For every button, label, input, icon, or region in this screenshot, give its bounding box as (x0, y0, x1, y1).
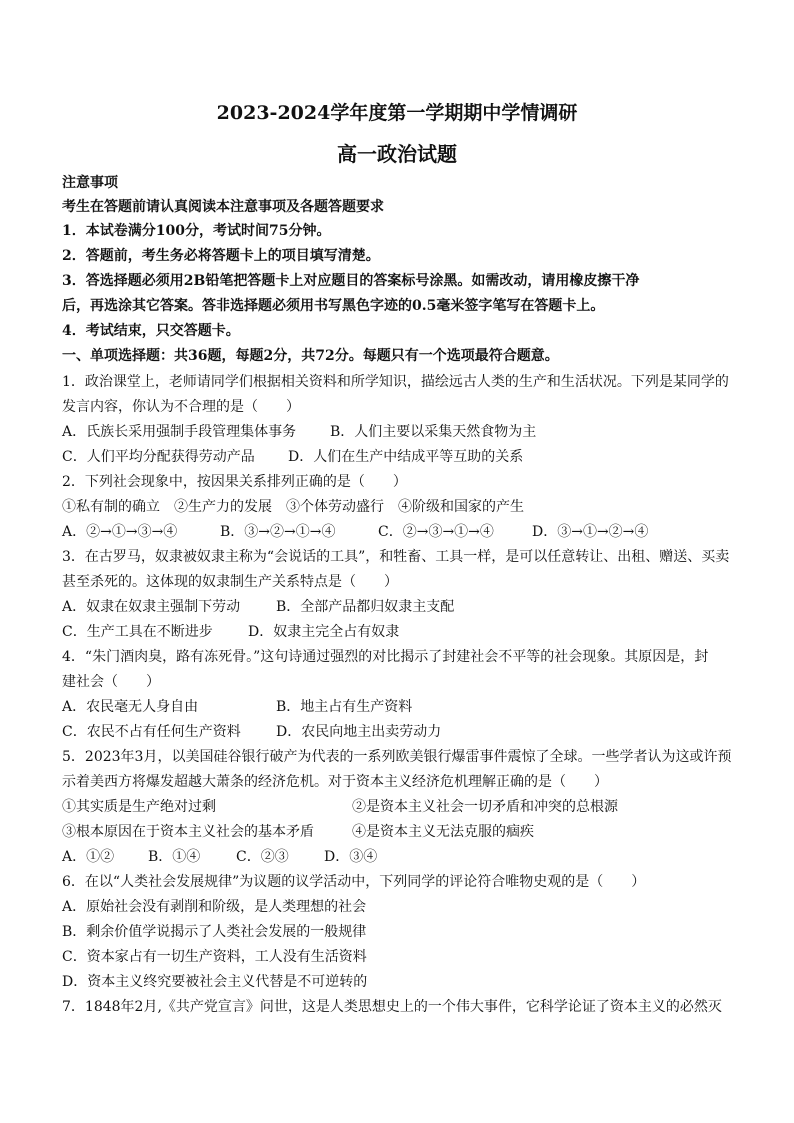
option-d: D．③→①→②→④ (532, 524, 649, 540)
option-b: B．地主占有生产资料 (276, 699, 413, 715)
question-2-statements: ①私有制的确立 ②生产力的发展 ③个体劳动盛行 ④阶级和国家的产生 (62, 499, 524, 515)
statement-2: ②是资本主义社会一切矛盾和冲突的总根源 (352, 799, 618, 815)
option-d: D．资本主义终究要被社会主义代替是不可逆转的 (62, 974, 368, 990)
notice-item: 后，再选涂其它答案。答非选择题必须用书写黑色字迹的0.5毫米签字笔写在答题卡上。 (62, 298, 605, 314)
question-2-stem: 2．下列社会现象中，按因果关系排列正确的是（ ） (62, 474, 407, 490)
option-a: A．奴隶在奴隶主强制下劳动 (62, 599, 241, 615)
exam-subtitle: 高一政治试题 (337, 142, 457, 166)
option-d: D．农民向地主出卖劳动力 (276, 724, 442, 740)
question-7-stem: 7．1848年2月,《共产党宣言》问世，这是人类思想史上的一个伟大事件，它科学论证了资本主义的必然灭 (62, 999, 722, 1015)
notice-item: 1．本试卷满分100分，考试时间75分钟。 (62, 223, 331, 239)
notice-item: 3．答选择题必须用2B铅笔把答题卡上对应题目的答案标号涂黑。如需改动，请用橡皮擦干净 (62, 273, 640, 289)
statement-1: ①其实质是生产绝对过剩 (62, 799, 216, 815)
question-1-stem-cont: 发言内容，你认为不合理的是（ ） (62, 399, 300, 415)
option-d: D．③④ (324, 849, 378, 865)
section-heading: 一、单项选择题：共36题，每题2分，共72分。每题只有一个选项最符合题意。 (62, 348, 559, 364)
statement-3: ③根本原因在于资本主义社会的基本矛盾 (62, 824, 314, 840)
question-3-stem-cont: 甚至杀死的。这体现的奴隶制生产关系特点是（ ） (62, 574, 398, 590)
question-6-stem: 6．在以“人类社会发展规律”为议题的议学活动中，下列同学的评论符合唯物史观的是（ ） (62, 874, 646, 890)
notice-intro: 考生在答题前请认真阅读本注意事项及各题答题要求 (62, 199, 384, 215)
option-a: A．农民毫无人身自由 (62, 699, 199, 715)
option-c: C．资本家占有一切生产资料，工人没有生活资料 (62, 949, 367, 965)
option-c: C．②→③→①→④ (378, 524, 494, 540)
option-b: B．剩余价值学说揭示了人类社会发展的一般规律 (62, 924, 367, 940)
option-a: A．氏族长采用强制手段管理集体事务 (62, 424, 297, 440)
question-5-stem-cont: 示着美西方将爆发超越大萧条的经济危机。对于资本主义经济危机理解正确的是（ ） (62, 774, 608, 790)
question-1-stem: 1．政治课堂上，老师请同学们根据相关资料和所学知识，描绘远古人类的生产和生活状况。下列是某同学的 (62, 374, 729, 390)
option-b: B．全部产品都归奴隶主支配 (276, 599, 455, 615)
question-3-stem: 3．在古罗马，奴隶被奴隶主称为“会说话的工具”，和牲畜、工具一样，是可以任意转让、出租、赠送、买卖 (62, 549, 730, 565)
question-4-stem-cont: 建社会（ ） (62, 674, 160, 690)
statement-4: ④是资本主义无法克服的痼疾 (352, 824, 534, 840)
option-b: B．③→②→①→④ (220, 524, 336, 540)
option-c: C．②③ (236, 849, 289, 865)
option-a: A．②→①→③→④ (62, 524, 178, 540)
option-c: C．生产工具在不断进步 (62, 624, 213, 640)
option-d: D．人们在生产中结成平等互助的关系 (288, 449, 524, 465)
question-5-stem: 5．2023年3月，以美国硅谷银行破产为代表的一系列欧美银行爆雷事件震惊了全球。一些学者认为这或许预 (62, 749, 732, 765)
option-a: A．原始社会没有剥削和阶级，是人类理想的社会 (62, 899, 367, 915)
option-c: C．人们平均分配获得劳动产品 (62, 449, 255, 465)
exam-title: 2023-2024学年度第一学期期中学情调研 (216, 102, 578, 124)
notice-item: 2．答题前，考生务必将答题卡上的项目填写清楚。 (62, 248, 380, 264)
notice-heading: 注意事项 (62, 175, 118, 191)
option-c: C．农民不占有任何生产资料 (62, 724, 241, 740)
notice-item: 4．考试结束，只交答题卡。 (62, 323, 240, 339)
option-b: B．人们主要以采集天然食物为主 (330, 424, 537, 440)
option-b: B．①④ (148, 849, 201, 865)
option-d: D．奴隶主完全占有奴隶 (248, 624, 400, 640)
question-4-stem: 4．“朱门酒肉臭，路有冻死骨。”这句诗通过强烈的对比揭示了封建社会不平等的社会现象。其原因是，封 (62, 649, 709, 665)
option-a: A．①② (62, 849, 115, 865)
